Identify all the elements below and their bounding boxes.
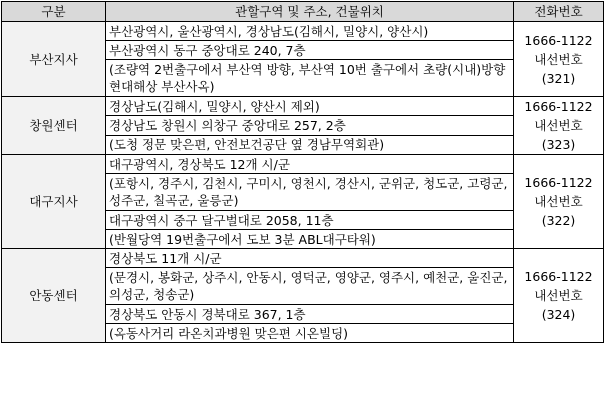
extension-number: (322) <box>541 213 576 228</box>
extension-number: (321) <box>541 70 576 86</box>
header-phone: 전화번호 <box>514 2 604 22</box>
address-line: 경상남도(김해시, 밀양시, 양산시 제외) <box>106 97 514 116</box>
table-row <box>2 155 604 174</box>
extension-label: 내선번호 <box>534 51 583 67</box>
phone-cell-changwon <box>514 97 604 155</box>
address-line: (문경시, 봉화군, 상주시, 안동시, 영덕군, 영양군, 영주시, 예천군, 울진군, 의성군, 청송군) <box>106 268 514 305</box>
extension-label: 내선번호 <box>534 194 583 209</box>
branch-name-busan: 부산지사 <box>2 22 106 97</box>
branch-name-daegu: 대구지사 <box>2 155 106 249</box>
phone-cell-daegu <box>514 155 604 249</box>
extension-number: (323) <box>541 137 576 152</box>
address-line: (도청 정문 맞은편, 안전보건공단 옆 경남무역회관) <box>106 135 514 154</box>
branch-name-andong: 안동센터 <box>2 249 106 343</box>
phone-number: 1666-1122 <box>524 99 593 114</box>
branch-table <box>1 1 604 343</box>
phone-cell-andong <box>514 249 604 343</box>
phone-number: 1666-1122 <box>524 175 593 190</box>
address-line: 부산광역시, 울산광역시, 경상남도(김해시, 밀양시, 양산시) <box>106 22 514 41</box>
header-area-address: 관할구역 및 주소, 건물위치 <box>106 2 514 22</box>
address-line: 부산광역시 동구 중앙대로 240, 7층 <box>106 41 514 60</box>
address-line: 대구광역시 중구 달구벌대로 2058, 11층 <box>106 211 514 230</box>
extension-label: 내선번호 <box>534 118 583 133</box>
address-line: 대구광역시, 경상북도 12개 시/군 <box>106 155 514 174</box>
address-line: 경상북도 안동시 경북대로 367, 1층 <box>106 305 514 324</box>
table-row <box>2 97 604 116</box>
address-line: (조량역 2번출구에서 부산역 방향, 부산역 10번 출구에서 초량(시내)방향 현대해상 부산사옥) <box>106 60 514 97</box>
phone-number: 1666-1122 <box>524 269 593 284</box>
extension-number: (324) <box>541 307 576 322</box>
header-division: 구분 <box>2 2 106 22</box>
phone-cell-busan <box>514 22 604 97</box>
branch-name-changwon: 창원센터 <box>2 97 106 155</box>
address-line: (옥동사거리 라온치과병원 맞은편 시온빌딩) <box>106 324 514 343</box>
table-row <box>2 22 604 41</box>
header-row <box>2 2 604 22</box>
extension-label: 내선번호 <box>534 288 583 303</box>
phone-number: 1666-1122 <box>524 32 593 48</box>
address-line: (반월당역 19번출구에서 도보 3분 ABL대구타워) <box>106 230 514 249</box>
table-row <box>2 249 604 268</box>
address-line: (포항시, 경주시, 김천시, 구미시, 영천시, 경산시, 군위군, 청도군, 고령군, 성주군, 칠곡군, 울릉군) <box>106 174 514 211</box>
address-line: 경상남도 창원시 의창구 중앙대로 257, 2층 <box>106 116 514 135</box>
address-line: 경상북도 11개 시/군 <box>106 249 514 268</box>
